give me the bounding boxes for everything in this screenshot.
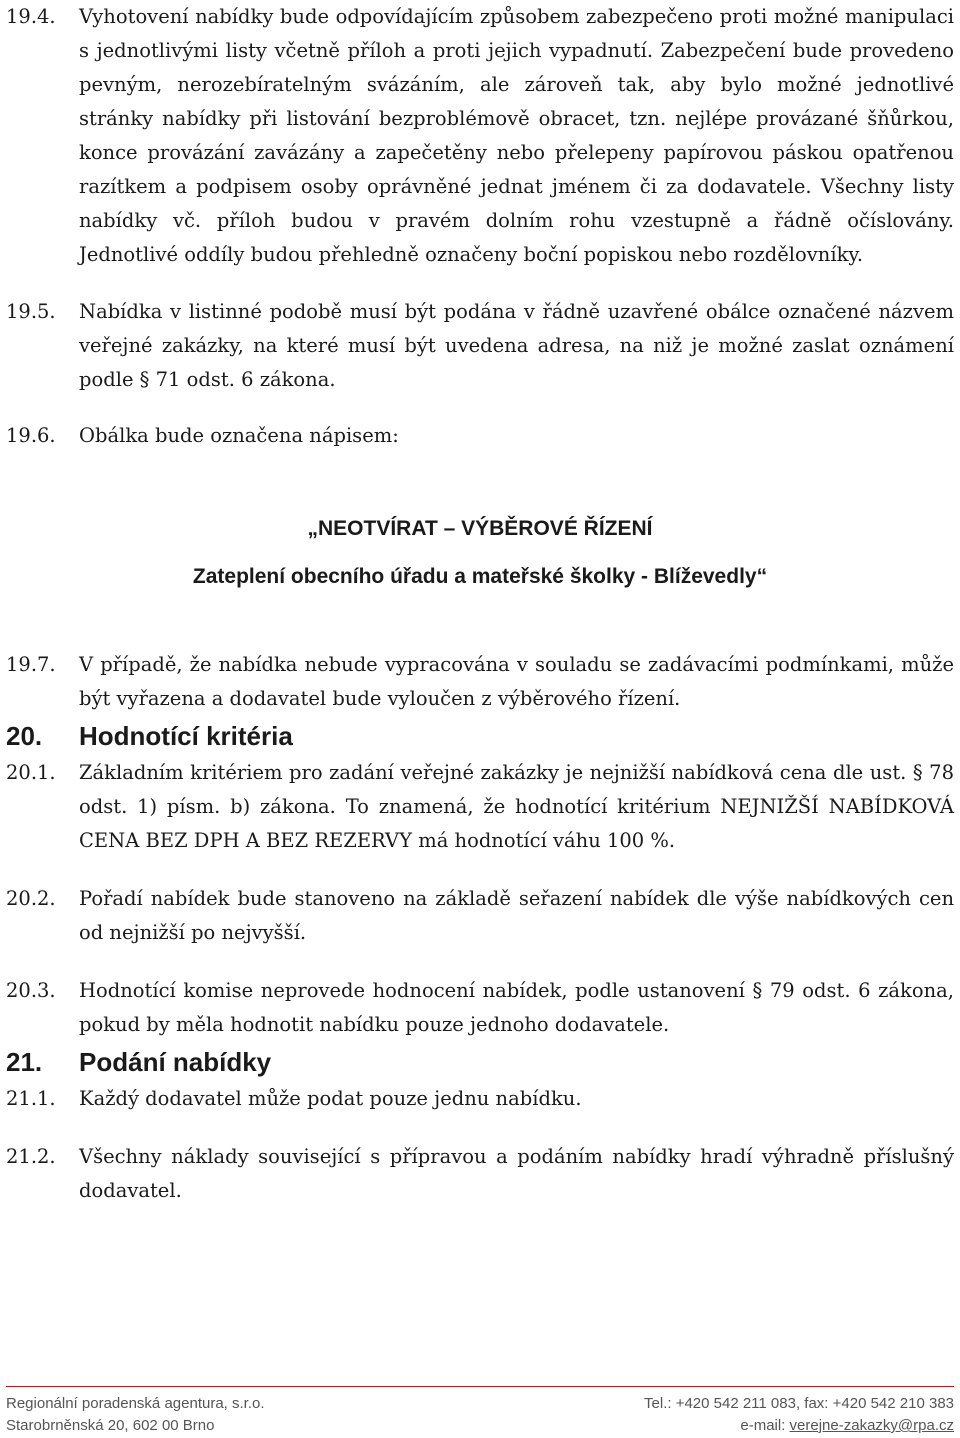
section-heading-21 <box>6 1042 954 1082</box>
document-page <box>6 0 954 1208</box>
paragraph-text: Každý dodavatel může podat pouze jednu nabídku. <box>79 1087 582 1110</box>
footer-row-2 <box>6 1415 954 1437</box>
paragraph-text: Obálka bude označena nápisem: <box>79 424 399 447</box>
paragraph-number: 19.5. <box>6 300 56 323</box>
section-number: 21. <box>6 1047 43 1077</box>
section-heading-20 <box>6 716 954 756</box>
paragraph-number: 19.7. <box>6 653 56 676</box>
paragraph-text: Hodnotící komise neprovede hodnocení nabídek, podle ustanovení § 79 odst. 6 zákona, pokud by měla hodnotit nabídku pouze jednoho dodavatele. <box>79 979 954 1036</box>
paragraph-text: Pořadí nabídek bude stanoveno na základě seřazení nabídek dle výše nabídkových cen od nejnižší po nejvyšší. <box>79 887 954 944</box>
paragraph-text: Vyhotovení nabídky bude odpovídajícím způsobem zabezpečeno proti možné manipulaci s jednotlivými listy včetně příloh a proti jejich vypadnutí. Zabezpečení bude provedeno pevným, nerozebíratelným svázáním, ale zároveň tak, aby bylo možné jednotlivé stránky nabídky při listování bezproblémově obracet, tzn. nejlépe provázané šňůrkou, konce provázání zavázány a zapečetěny nebo přelepeny papírovou páskou opatřenou razítkem a podpisem osoby oprávněné jednat jménem či za dodavatele. Všechny listy nabídky vč. příloh budou v pravém dolním rohu vzestupně a řádně očíslovány. Jednotlivé oddíly budou přehledně označeny boční popiskou nebo rozdělovníky. <box>79 5 954 266</box>
footer-phone: Tel.: +420 542 211 083, fax: +420 542 210 383 <box>644 1395 954 1412</box>
section-number: 20. <box>6 721 43 751</box>
section-title: Podání nabídky <box>79 1047 272 1077</box>
paragraph-19-7 <box>6 648 954 716</box>
paragraph-number: 19.4. <box>6 5 56 28</box>
paragraph-number: 19.6. <box>6 424 56 447</box>
paragraph-number: 20.2. <box>6 887 56 910</box>
footer-email-line <box>740 1415 954 1437</box>
paragraph-text: Všechny náklady související s přípravou a podáním nabídky hradí výhradně příslušný dodavatel. <box>79 1145 954 1202</box>
footer-email-label: e-mail: <box>740 1417 790 1434</box>
paragraph-21-1 <box>6 1082 954 1116</box>
paragraph-number: 21.2. <box>6 1145 56 1168</box>
footer-email-link[interactable]: verejne-zakazky@rpa.cz <box>789 1417 954 1434</box>
paragraph-text: V případě, že nabídka nebude vypracována v souladu se zadávacími podmínkami, může být vyřazena a dodavatel bude vyloučen z výběrového řízení. <box>79 653 954 710</box>
footer-company: Regionální poradenská agentura, s.r.o. <box>6 1395 265 1412</box>
paragraph-19-6 <box>6 419 954 453</box>
footer-address: Starobrněnská 20, 602 00 Brno <box>6 1417 215 1434</box>
paragraph-19-4 <box>6 0 954 272</box>
paragraph-20-3 <box>6 974 954 1042</box>
footer-row-1 <box>6 1393 954 1415</box>
paragraph-number: 21.1. <box>6 1087 56 1110</box>
section-title: Hodnotící kritéria <box>79 721 293 751</box>
paragraph-text: Základním kritériem pro zadání veřejné zakázky je nejnižší nabídková cena dle ust. § 78 odst. 1) písm. b) zákona. To znamená, že hodnotící kritérium NEJNIŽŠÍ NABÍDKOVÁ CENA BEZ DPH A BEZ REZERVY má hodnotící váhu 100 %. <box>79 761 954 852</box>
paragraph-19-5 <box>6 295 954 397</box>
paragraph-21-2 <box>6 1140 954 1208</box>
page-footer <box>6 1386 954 1437</box>
paragraph-20-1 <box>6 756 954 858</box>
envelope-line-1: „NEOTVÍRAT – VÝBĚROVÉ ŘÍZENÍ <box>307 517 653 540</box>
paragraph-text: Nabídka v listinné podobě musí být podána v řádně uzavřené obálce označené názvem veřejné zakázky, na které musí být uvedena adresa, na niž je možné zaslat oznámení podle § 71 odst. 6 zákona. <box>79 300 954 391</box>
paragraph-number: 20.1. <box>6 761 56 784</box>
envelope-line-2: Zateplení obecního úřadu a mateřské školky - Blíževedly“ <box>192 565 768 588</box>
envelope-inscription <box>6 505 954 601</box>
paragraph-20-2 <box>6 882 954 950</box>
paragraph-number: 20.3. <box>6 979 56 1002</box>
